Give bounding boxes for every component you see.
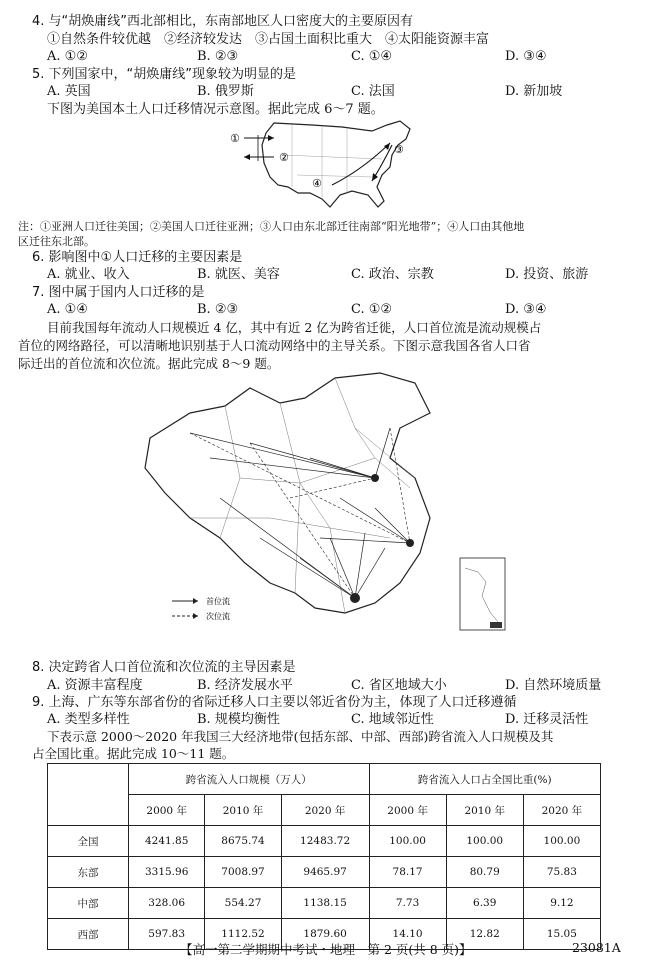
table-region: 西部 — [48, 919, 129, 950]
q5-option-b: B. 俄罗斯 — [197, 84, 254, 99]
table-cell: 7008.97 — [205, 857, 281, 888]
q4-stem: 4. 与“胡焕庸线”西北部相比，东南部地区人口密度大的主要原因有 — [32, 14, 414, 29]
q4-items: ①自然条件较优越 ②经济较发达 ③占国土面积比重大 ④太阳能资源丰富 — [47, 32, 490, 47]
q4-option-c: C. ①④ — [351, 49, 393, 64]
table-cell: 1138.15 — [281, 888, 369, 919]
intro-8-9-line3: 际迁出的首位流和次位流。据此完成 8～9 题。 — [18, 356, 280, 371]
flow-2 — [210, 458, 375, 478]
table-cell: 12483.72 — [281, 826, 369, 857]
legend-primary-label: 首位流 — [206, 597, 230, 606]
flow-13 — [220, 498, 355, 598]
table-cell: 80.79 — [446, 857, 523, 888]
legend-secondary-arrowhead — [193, 613, 198, 619]
inset-coast — [465, 568, 498, 622]
table-year: 2000 年 — [129, 795, 205, 826]
table-cell: 597.83 — [129, 919, 205, 950]
note-6-7-line1: 注：①亚洲人口迁往美国；②美国人口迁往亚洲；③人口由东北部迁往南部“阳光地带”；④人口由其他地 — [18, 220, 525, 233]
q6-option-a: A. 就业、收入 — [47, 267, 130, 282]
table-cell: 4241.85 — [129, 826, 205, 857]
q9-option-b: B. 规模均衡性 — [197, 712, 280, 727]
table-year: 2020 年 — [523, 795, 600, 826]
flow-14 — [355, 548, 385, 598]
flow-6 — [340, 498, 410, 543]
q8-option-d: D. 自然环境质量 — [505, 678, 602, 693]
secondary-flow-4 — [290, 478, 375, 498]
hub-shanghai — [406, 539, 414, 547]
secondary-flow-2 — [250, 443, 355, 598]
table-corner-cell — [48, 764, 129, 826]
table-cell: 3315.96 — [129, 857, 205, 888]
table-year: 2010 年 — [205, 795, 281, 826]
arrow-2-head — [244, 154, 250, 160]
q8-option-a: A. 资源丰富程度 — [47, 678, 143, 693]
table-cell: 328.06 — [129, 888, 205, 919]
intro-6-7: 下图为美国本土人口迁移情况示意图。据此完成 6～7 题。 — [47, 102, 384, 117]
intro-8-9-line1: 目前我国每年流动人口规模近 4 亿，其中有近 2 亿为跨省迁徙，人口首位流是流动规模占 — [47, 320, 542, 335]
map-label-1: ① — [230, 132, 240, 145]
us-state-lines — [282, 125, 382, 197]
exam-code: 23081A — [572, 940, 621, 955]
table-row — [48, 888, 601, 919]
q7-stem: 7. 图中属于国内人口迁移的是 — [32, 285, 205, 300]
q8-option-b: B. 经济发展水平 — [197, 678, 293, 693]
flow-lines — [190, 428, 410, 598]
hub-guangdong — [350, 593, 360, 603]
intro-8-9-line2: 首位的网络路径，可以清晰地识别基于人口流动网络中的主导关系。下图示意我国各省人口省 — [18, 338, 531, 353]
intro-10-11-line2: 占全国比重。据此完成 10～11 题。 — [32, 746, 235, 761]
q6-option-c: C. 政治、宗教 — [351, 267, 434, 282]
q9-option-d: D. 迁移灵活性 — [505, 712, 589, 727]
table-row — [48, 857, 601, 888]
arrow-1-head — [268, 135, 274, 141]
table-group-header-row — [48, 764, 601, 795]
table-cell: 9465.97 — [281, 857, 369, 888]
table-cell: 6.39 — [446, 888, 523, 919]
flow-1 — [190, 433, 375, 478]
us-outline — [262, 121, 410, 207]
secondary-flow-1 — [190, 433, 410, 543]
q6-option-b: B. 就医、美容 — [197, 267, 280, 282]
q5-option-a: A. 英国 — [47, 84, 91, 99]
table-cell: 7.73 — [369, 888, 446, 919]
us-migration-map — [222, 115, 432, 215]
q8-option-c: C. 省区地域大小 — [351, 678, 447, 693]
table-row — [48, 826, 601, 857]
arrow-3-head — [372, 173, 378, 181]
q7-option-d: D. ③④ — [505, 302, 547, 317]
arrow-4 — [332, 143, 390, 185]
table-group-header-scale: 跨省流入人口规模（万人） — [129, 764, 370, 795]
q4-option-b: B. ②③ — [197, 49, 239, 64]
page-footer: 【高一第二学期期中考试・地理 第 2 页(共 8 页)】 — [180, 942, 472, 957]
intro-10-11-line1: 下表示意 2000～2020 年我国三大经济地带(包括东部、中部、西部)跨省流入人口规模及其 — [47, 729, 554, 744]
table-year: 2010 年 — [446, 795, 523, 826]
table-cell: 1879.60 — [281, 919, 369, 950]
inset-scale-box — [490, 622, 502, 628]
q9-stem: 9. 上海、广东等东部省份的省际迁移人口主要以邻近省份为主，体现了人口迁移遵循 — [32, 695, 517, 710]
table-cell: 554.27 — [205, 888, 281, 919]
flow-9 — [260, 538, 355, 598]
table-cell: 12.82 — [446, 919, 523, 950]
q4-option-d: D. ③④ — [505, 49, 547, 64]
table-cell: 75.83 — [523, 857, 600, 888]
map-label-2: ② — [279, 151, 289, 164]
q7-option-c: C. ①② — [351, 302, 393, 317]
table-cell: 78.17 — [369, 857, 446, 888]
table-group-header-share: 跨省流入人口占全国比重(%) — [369, 764, 600, 795]
flow-12 — [355, 533, 365, 598]
map-label-3: ③ — [394, 143, 404, 156]
q6-stem: 6. 影响图中①人口迁移的主要因素是 — [32, 250, 243, 265]
table-cell: 14.10 — [369, 919, 446, 950]
china-outline — [145, 373, 430, 613]
q4-option-a: A. ①② — [47, 49, 88, 64]
table-region: 全国 — [48, 826, 129, 857]
province-lines — [190, 378, 415, 613]
legend-primary-arrowhead — [193, 598, 198, 604]
table-region: 东部 — [48, 857, 129, 888]
migration-table — [47, 763, 601, 950]
table-cell: 100.00 — [446, 826, 523, 857]
table-year: 2000 年 — [369, 795, 446, 826]
table-year-row — [48, 795, 601, 826]
secondary-flows — [190, 428, 410, 598]
q7-option-b: B. ②③ — [197, 302, 239, 317]
flow-3 — [250, 443, 375, 478]
q5-stem: 5. 下列国家中，“胡焕庸线”现象较为明显的是 — [32, 67, 297, 82]
table-cell: 100.00 — [523, 826, 600, 857]
note-6-7-line2: 区迁往东北部。 — [18, 235, 95, 248]
table-year: 2020 年 — [281, 795, 369, 826]
flow-5 — [375, 428, 390, 478]
table-cell: 9.12 — [523, 888, 600, 919]
table-region: 中部 — [48, 888, 129, 919]
q5-option-c: C. 法国 — [351, 84, 395, 99]
table-cell: 15.05 — [523, 919, 600, 950]
q5-option-d: D. 新加坡 — [505, 84, 563, 99]
flow-7 — [320, 538, 410, 543]
q8-stem: 8. 决定跨省人口首位流和次位流的主导因素是 — [32, 660, 296, 675]
table-cell: 1112.52 — [205, 919, 281, 950]
q9-option-c: C. 地域邻近性 — [351, 712, 434, 727]
table-cell: 8675.74 — [205, 826, 281, 857]
map-label-4: ④ — [312, 177, 322, 190]
arrow-4-head — [384, 143, 390, 150]
china-flow-map — [130, 368, 520, 650]
q9-option-a: A. 类型多样性 — [47, 712, 130, 727]
q6-option-d: D. 投资、旅游 — [505, 267, 589, 282]
q7-option-a: A. ①④ — [47, 302, 88, 317]
table-cell: 100.00 — [369, 826, 446, 857]
legend-secondary-label: 次位流 — [206, 612, 230, 621]
hub-beijing — [371, 474, 379, 482]
